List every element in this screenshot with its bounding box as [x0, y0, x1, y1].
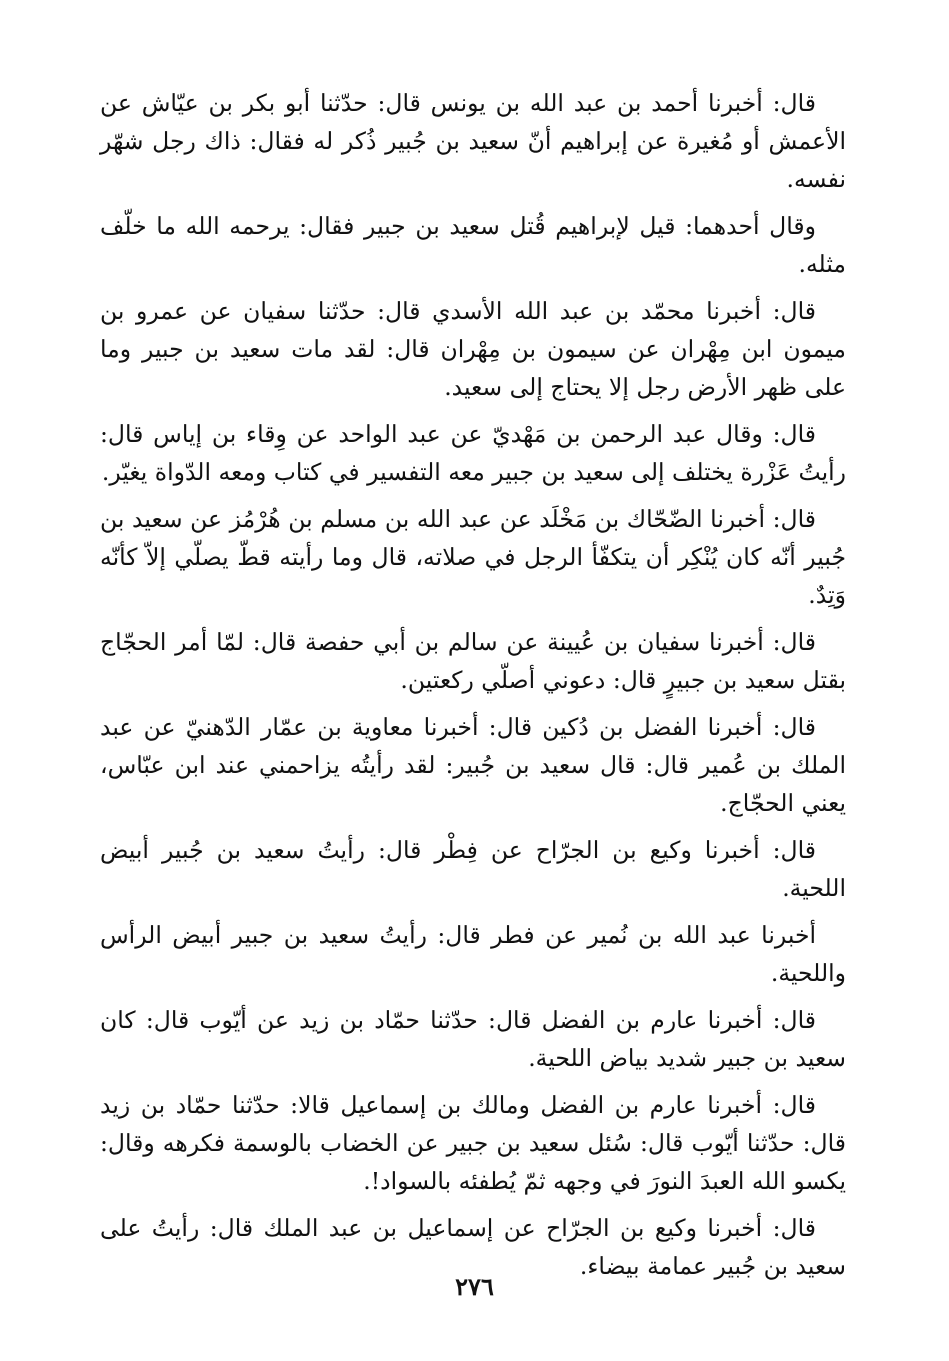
paragraph-9: أخبرنا عبد الله بن نُمير عن فطر قال: رأيتُ سعيد بن جبير أبيض الرأس واللحية. [100, 921, 846, 987]
paragraph-3: قال: أخبرنا محمّد بن عبد الله الأسدي قال: حدّثنا سفيان عن عمرو بن ميمون ابن مِهْران عن سيمون بن مِهْران قال: لقد مات سعيد بن جبير وما على ظهر الأرض رجل إلا يحتاج إلى سعيد. [100, 297, 846, 401]
paragraph-1: قال: أخبرنا أحمد بن عبد الله بن يونس قال: حدّثنا أبو بكر بن عيّاش عن الأعمش أو مُغيرة عن إبراهيم أنّ سعيد بن جُبير ذُكر له فقال: ذاك رجل شهّر نفسه. [100, 89, 846, 193]
paragraph-10: قال: أخبرنا عارم بن الفضل قال: حدّثنا حمّاد بن زيد عن أيّوب قال: كان سعيد بن جبير شديد بياض اللحية. [100, 1006, 846, 1072]
paragraph-2: وقال أحدهما: قيل لإبراهيم قُتل سعيد بن جبير فقال: يرحمه الله ما خلّف مثله. [100, 212, 846, 278]
paragraph-11: قال: أخبرنا عارم بن الفضل ومالك بن إسماعيل قالا: حدّثنا حمّاد بن زيد قال: حدّثنا أيّوب قال: سُئل سعيد بن جبير عن الخضاب بالوسمة فكرهه وقال: يكسو الله العبدَ النورَ في وجهه ثمّ يُطفئه بالسواد!. [100, 1091, 846, 1195]
paragraph-7: قال: أخبرنا الفضل بن دُكين قال: أخبرنا معاوية بن عمّار الدّهنيّ عن عبد الملك بن عُمير قال: قال سعيد بن جُبير: لقد رأيتُه يزاحمني عند ابن عبّاس، يعني الحجّاج. [100, 713, 846, 817]
page-number: ٢٧٦ [455, 1272, 494, 1301]
paragraph-12: قال: أخبرنا وكيع بن الجرّاح عن إسماعيل بن عبد الملك قال: رأيتُ على سعيد بن جُبير عمامة بيضاء. [100, 1214, 846, 1280]
paragraph-4: قال: وقال عبد الرحمن بن مَهْديّ عن عبد الواحد عن وِقاء بن إياس قال: رأيتُ عَزْرة يختلف إلى سعيد بن جبير معه التفسير في كتاب ومعه الدّواة يغيّر. [100, 420, 846, 486]
paragraph-6: قال: أخبرنا سفيان بن عُيينة عن سالم بن أبي حفصة قال: لمّا أمر الحجّاج بقتل سعيد بن جبيرٍ قال: دعوني أصلّي ركعتين. [100, 628, 846, 694]
page-body [100, 84, 846, 1285]
paragraph-8: قال: أخبرنا وكيع بن الجرّاح عن فِطْر قال: رأيتُ سعيد بن جُبير أبيض اللحية. [100, 836, 846, 902]
paragraph-5: قال: أخبرنا الضّحّاك بن مَخْلَد عن عبد الله بن مسلم بن هُرْمُز عن سعيد بن جُبير أنّه كان يُنْكِر أن يتكفّأ الرجل في صلاته، قال وما رأيته قطّ يصلّي إلاّ كأنّه وَتِدٌ. [100, 505, 846, 609]
